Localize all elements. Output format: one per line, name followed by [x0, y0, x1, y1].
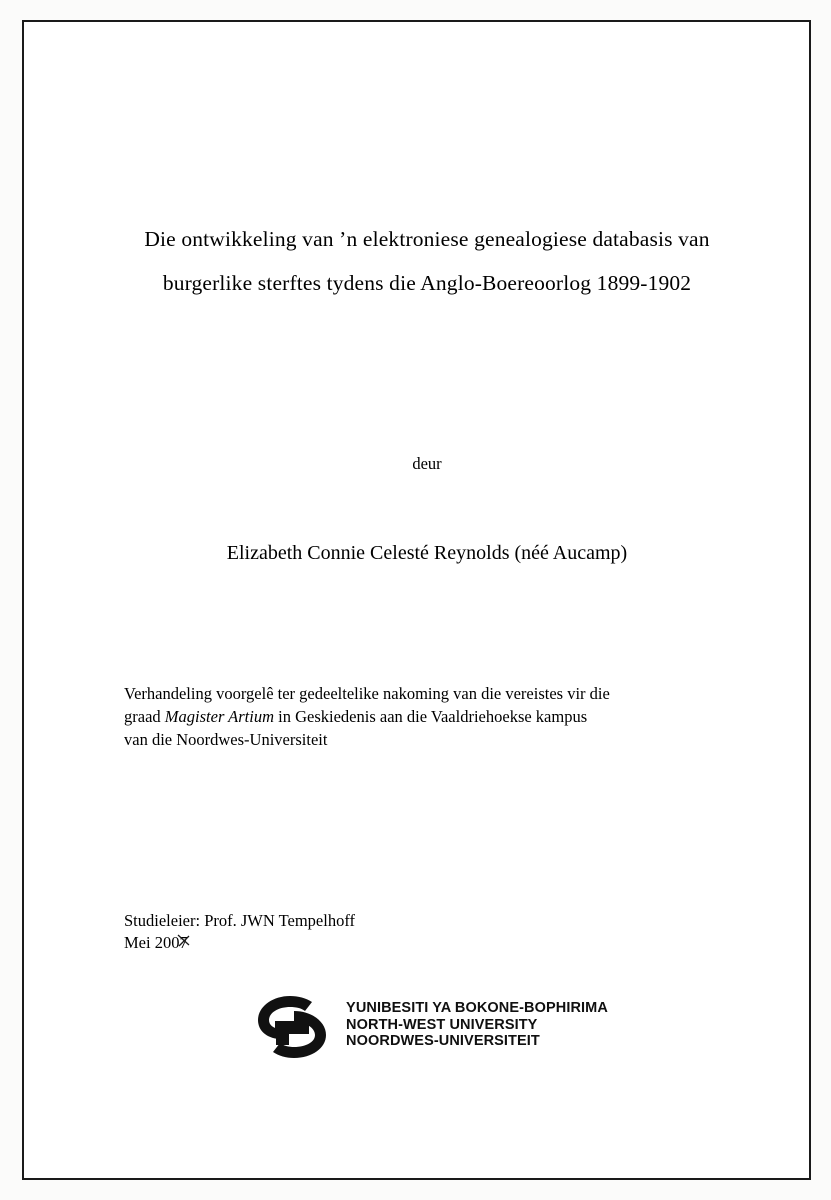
by-label: deur: [412, 454, 442, 473]
supervisor-line: Studieleier: Prof. JWN Tempelhoff: [124, 911, 356, 930]
logo-line-1: YUNIBESITI YA BOKONE-BOPHIRIMA: [346, 1000, 608, 1016]
title-line-2: burgerlike sterftes tydens die Anglo-Boereoorlog 1899-1902: [162, 271, 692, 295]
author-name: Elizabeth Connie Celesté Reynolds (néé Aucamp): [226, 542, 628, 564]
degree-statement-line-3: van die Noordwes-Universiteit: [124, 730, 328, 749]
page-border-frame: [22, 20, 811, 1180]
degree-statement-line-2: [124, 705, 732, 728]
logo-line-2: NORTH-WEST UNIVERSITY: [346, 1016, 538, 1033]
date-line-wrap: [124, 932, 188, 954]
date-line: Mei 2007: [124, 933, 188, 952]
nwu-logo-icon: [246, 990, 338, 1060]
title-line-1: Die ontwikkeling van ’n elektroniese genealogiese databasis van: [144, 227, 710, 251]
logo-line-3: NOORDWES-UNIVERSITEIT: [346, 1033, 540, 1049]
university-logo: [102, 990, 752, 1060]
thesis-title: [102, 217, 752, 305]
university-logo-text: [346, 990, 608, 1050]
title-page-content: [102, 22, 752, 1178]
degree-statement-line-2-prefix: graad: [124, 707, 165, 726]
degree-statement: [124, 682, 732, 751]
degree-statement-line-2-suffix: in Geskiedenis aan die Vaaldriehoekse kampus: [274, 707, 588, 726]
degree-name-italic: Magister Artium: [164, 707, 275, 726]
supervisor-block: [124, 910, 732, 954]
degree-statement-line-1: Verhandeling voorgelê ter gedeeltelike nakoming van die vereistes vir die: [124, 684, 610, 703]
